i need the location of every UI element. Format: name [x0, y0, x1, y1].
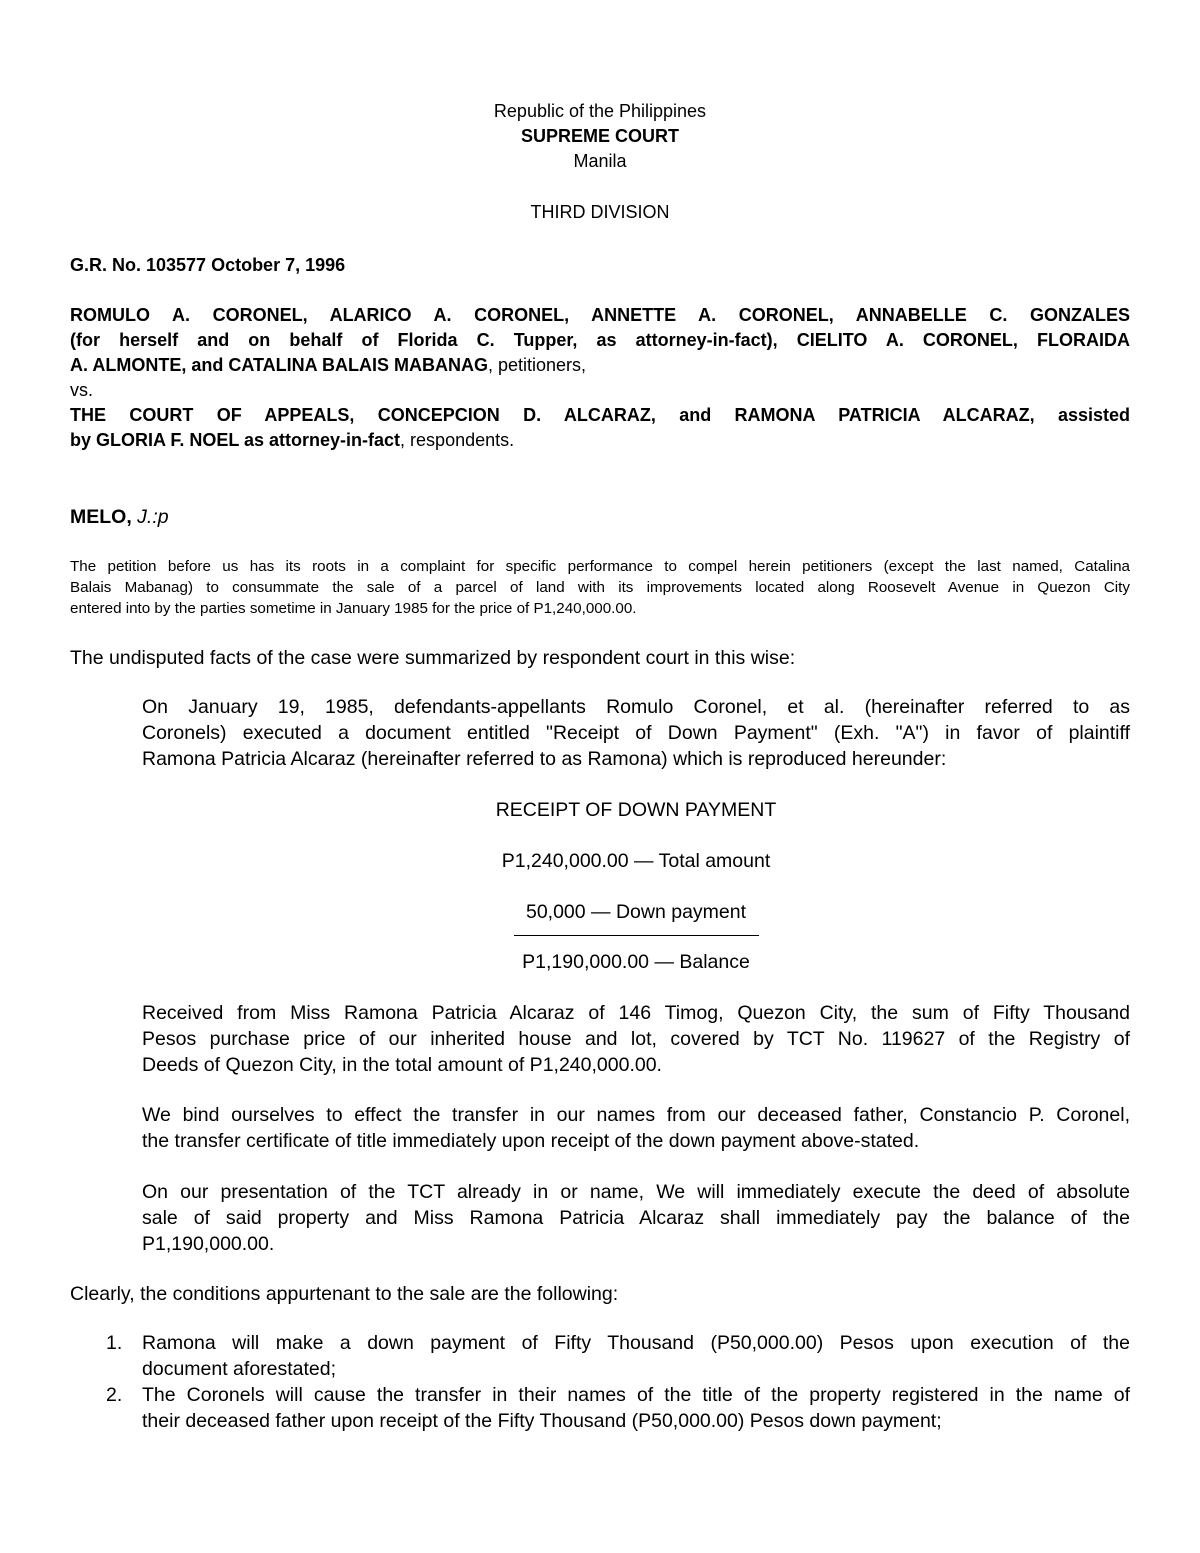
respondents-role: , respondents. — [400, 430, 515, 450]
republic-line: Republic of the Philippines — [493, 101, 707, 121]
receipt-rule-row — [142, 925, 1130, 945]
intro-line-3: entered into by the parties sometime in January 1985 for the price of P1,240,000.00. — [70, 600, 637, 617]
quote-paragraph-1 — [142, 694, 1130, 772]
case-parties — [70, 303, 1130, 453]
quote3-line-1: We bind ourselves to effect the transfer in our names from our deceased father, Constancio P. Coronel, — [142, 1104, 1130, 1126]
intro-line-1: The petition before us has its roots in a complaint for specific performance to compel herein petitioners (except the last named, Catalina — [70, 558, 1130, 575]
list-item — [106, 1382, 1130, 1434]
case-number: G.R. No. 103577 October 7, 1996 — [70, 255, 346, 275]
quote1-line-1: On January 19, 1985, defendants-appellants Romulo Coronel, et al. (hereinafter referred to as — [142, 696, 1130, 718]
petitioners-line-2: (for herself and on behalf of Florida C. Tupper, as attorney-in-fact), CIELITO A. CORONEL, FLORAIDA — [70, 330, 1130, 350]
list-item — [106, 1330, 1130, 1382]
list-item-line-1: The Coronels will cause the transfer in their names of the title of the property registered in the name of — [142, 1384, 1130, 1406]
quote4-line-2: sale of said property and Miss Ramona Patricia Alcaraz shall immediately pay the balance of the — [142, 1207, 1130, 1229]
quote-paragraph-4 — [142, 1179, 1130, 1257]
facts-intro: The undisputed facts of the case were summarized by respondent court in this wise: — [70, 647, 796, 669]
quote1-line-3: Ramona Patricia Alcaraz (hereinafter referred to as Ramona) which is reproduced hereunder: — [142, 748, 947, 770]
respondents-line-2: by GLORIA F. NOEL as attorney-in-fact — [70, 430, 401, 450]
intro-paragraph — [70, 556, 1130, 619]
court-city: Manila — [573, 151, 627, 171]
receipt-total: P1,240,000.00 — Total amount — [501, 850, 771, 872]
ponente — [70, 504, 1130, 530]
quote-paragraph-3 — [142, 1102, 1130, 1154]
quote2-line-1: Received from Miss Ramona Patricia Alcaraz of 146 Timog, Quezon City, the sum of Fifty Thousand — [142, 1002, 1130, 1024]
conditions-intro: Clearly, the conditions appurtenant to the sale are the following: — [70, 1283, 619, 1305]
quote1-line-2: Coronels) executed a document entitled "Receipt of Down Payment" (Exh. "A") in favor of plaintiff — [142, 722, 1130, 744]
petitioners-line-3: A. ALMONTE, and CATALINA BALAIS MABANAG — [70, 355, 488, 375]
ponente-name: MELO, — [70, 506, 132, 528]
receipt-down-payment: 50,000 — Down payment — [525, 901, 747, 923]
quote-paragraph-2 — [142, 1000, 1130, 1078]
list-item-line-2: document aforestated; — [142, 1358, 337, 1380]
division-line: THIRD DIVISION — [530, 202, 670, 222]
quote4-line-1: On our presentation of the TCT already in or name, We will immediately execute the deed of absolute — [142, 1181, 1130, 1203]
ponente-title: J.:p — [137, 506, 169, 528]
quote4-line-3: P1,190,000.00. — [142, 1233, 275, 1255]
respondents-line-1: THE COURT OF APPEALS, CONCEPCION D. ALCARAZ, and RAMONA PATRICIA ALCARAZ, assisted — [70, 405, 1130, 425]
petitioners-line-1: ROMULO A. CORONEL, ALARICO A. CORONEL, ANNETTE A. CORONEL, ANNABELLE C. GONZALES — [70, 305, 1130, 325]
list-item-line-2: their deceased father upon receipt of the Fifty Thousand (P50,000.00) Pesos down payment; — [142, 1410, 942, 1432]
list-item-number: 2. — [106, 1384, 123, 1406]
receipt-balance: P1,190,000.00 — Balance — [522, 951, 750, 973]
intro-line-2: Balais Mabanag) to consummate the sale of a parcel of land with its improvements located along Roosevelt Avenue in Quezon City — [70, 579, 1130, 596]
list-item-number: 1. — [106, 1332, 123, 1354]
petitioners-role: , petitioners, — [487, 355, 587, 375]
court-name: SUPREME COURT — [520, 126, 679, 146]
versus: vs. — [70, 380, 94, 400]
receipt-divider — [514, 935, 759, 936]
receipt-title: RECEIPT OF DOWN PAYMENT — [495, 799, 777, 821]
quote2-line-3: Deeds of Quezon City, in the total amount of P1,240,000.00. — [142, 1054, 662, 1076]
list-item-line-1: Ramona will make a down payment of Fifty Thousand (P50,000.00) Pesos upon execution of the — [142, 1332, 1130, 1354]
quote3-line-2: the transfer certificate of title immediately upon receipt of the down payment above-stated. — [142, 1130, 920, 1152]
quote2-line-2: Pesos purchase price of our inherited house and lot, covered by TCT No. 119627 of the Registry of — [142, 1028, 1130, 1050]
